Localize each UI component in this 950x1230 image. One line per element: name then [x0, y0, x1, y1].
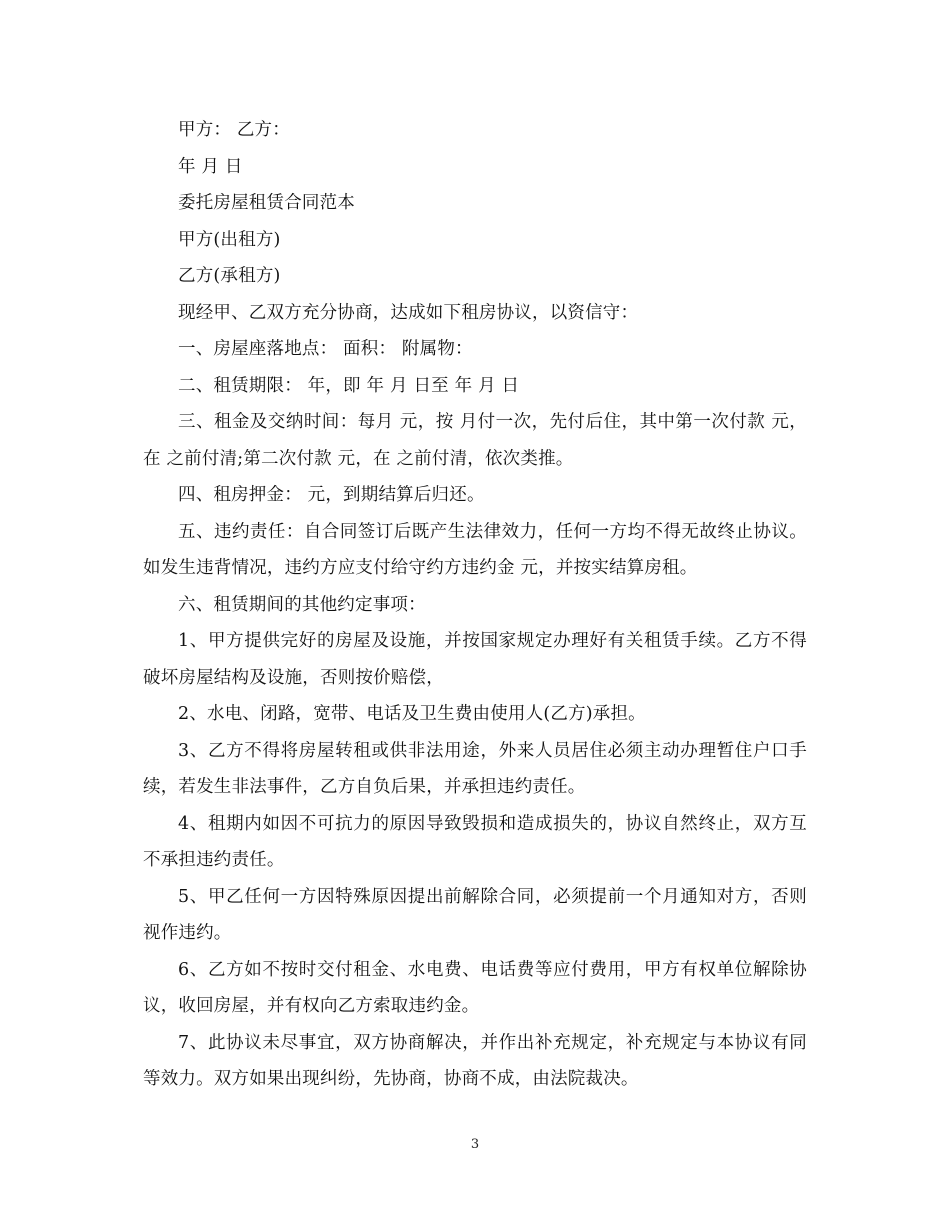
term-item-7: 7、此协议未尽事宜，双方协商解决，并作出补充规定，补充规定与本协议有同等效力。双方如果出现纠纷，先协商，协商不成，由法院裁决。: [143, 1032, 807, 1089]
agreement-intro: 现经甲、乙双方充分协商，达成如下租房协议，以资信守：: [178, 302, 639, 323]
document-body: [143, 112, 807, 1098]
term-item-6: 6、乙方如不按时交付租金、水电费、电话费等应付费用，甲方有权单位解除协议，收回房屋，并有权向乙方索取违约金。: [143, 959, 807, 1016]
clause-rent-payment: 三、租金及交纳时间：每月 元，按 月付一次，先付后住，其中第一次付款 元，在 之前付清;第二次付款 元，在 之前付清，依次类推。: [143, 412, 807, 469]
clause-term: 二、租赁期限： 年，即 年 月 日至 年 月 日: [178, 375, 520, 396]
party-b-line: 乙方(承租方): [178, 266, 281, 286]
clause-other-terms: 六、租赁期间的其他约定事项：: [178, 594, 426, 615]
term-item-5: 5、甲乙任何一方因特殊原因提出前解除合同，必须提前一个月通知对方，否则视作违约。: [143, 886, 807, 943]
term-item-2: 2、水电、闭路，宽带、电话及卫生费由使用人(乙方)承担。: [178, 704, 646, 724]
date-line: 年 月 日: [178, 156, 243, 177]
clause-breach: 五、违约责任：自合同签订后既产生法律效力，任何一方均不得无故终止协议。如发生违背情况，违约方应支付给守约方违约金 元，并按实结算房租。: [143, 521, 807, 578]
term-item-3: 3、乙方不得将房屋转租或供非法用途，外来人员居住必须主动办理暂住户口手续，若发生非法事件，乙方自负后果，并承担违约责任。: [143, 740, 807, 797]
term-item-1: 1、甲方提供完好的房屋及设施，并按国家规定办理好有关租赁手续。乙方不得破坏房屋结构及设施，否则按价赔偿，: [143, 631, 807, 688]
party-signature-line: 甲方： 乙方：: [178, 120, 290, 140]
term-item-4: 4、租期内如因不可抗力的原因导致毁损和造成损失的，协议自然终止，双方互不承担违约责任。: [143, 813, 807, 870]
party-a-line: 甲方(出租方): [178, 229, 281, 250]
clause-location: 一、房屋座落地点： 面积： 附属物：: [178, 339, 473, 359]
clause-deposit: 四、租房押金： 元，到期结算后归还。: [178, 485, 485, 505]
document-title: 委托房屋租赁合同范本: [178, 193, 355, 213]
page-number: 3: [470, 1137, 480, 1152]
